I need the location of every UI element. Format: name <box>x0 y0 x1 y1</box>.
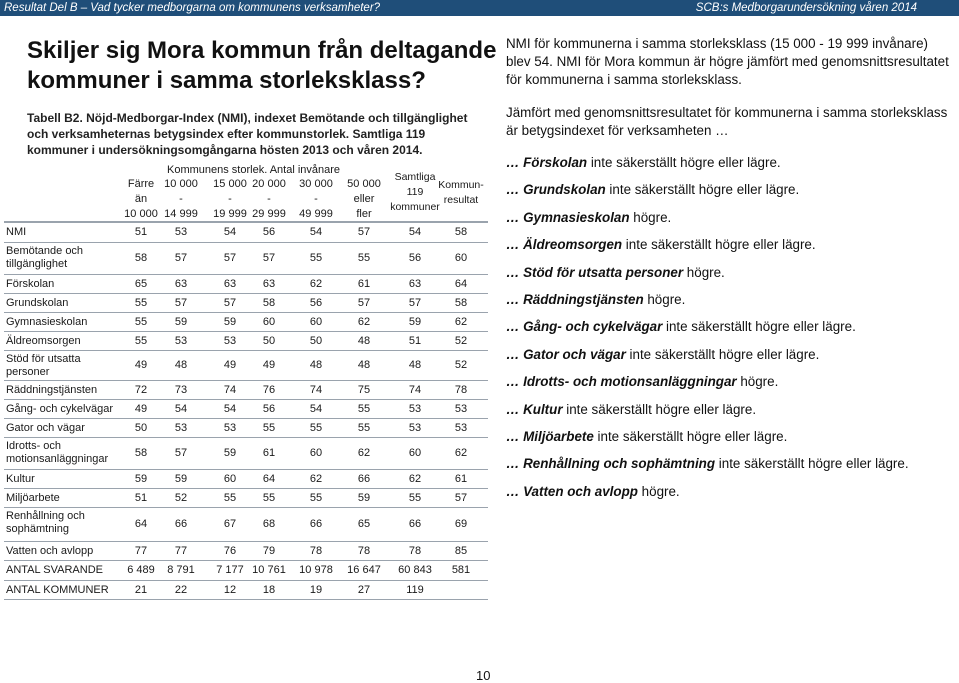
table-cell: 59 <box>174 316 188 328</box>
column-header-line: 10 000 <box>124 208 158 220</box>
table-cell: 74 <box>408 384 422 396</box>
table-cell: 58 <box>454 226 468 238</box>
table-cell: 66 <box>357 473 371 485</box>
table-cell: 54 <box>174 403 188 415</box>
table-cell: 59 <box>223 316 237 328</box>
column-header-line: eller <box>353 193 375 205</box>
table-cell: 65 <box>134 278 148 290</box>
table-row-border <box>4 222 488 223</box>
comparison-item-name: … Stöd för utsatta personer <box>506 264 684 280</box>
column-header-line: - <box>228 193 232 205</box>
table-cell: 63 <box>223 278 237 290</box>
table-cell: 76 <box>223 545 237 557</box>
table-cell: 48 <box>309 359 323 371</box>
table-row-border <box>4 242 488 243</box>
table-row-border <box>4 507 488 508</box>
table-cell: 57 <box>174 447 188 459</box>
table-cell: 53 <box>174 422 188 434</box>
table-cell: 62 <box>454 316 468 328</box>
table-cell: 60 <box>309 316 323 328</box>
table-cell: 53 <box>408 403 422 415</box>
table-cell: 48 <box>357 335 371 347</box>
table-row-border <box>4 350 488 351</box>
comparison-item-name: … Idrotts- och motionsanläggningar <box>506 374 737 390</box>
table-cell: 77 <box>174 545 188 557</box>
table-cell: 53 <box>223 335 237 347</box>
row-label: Idrotts- och motionsanläggningar <box>6 440 109 465</box>
table-cell: 10 761 <box>252 564 286 576</box>
table-cell: 22 <box>174 584 188 596</box>
table-cell: 78 <box>454 384 468 396</box>
table-row-border <box>4 312 488 313</box>
comparison-item-name: … Vatten och avlopp <box>506 483 638 499</box>
table-cell: 57 <box>454 492 468 504</box>
comparison-item <box>506 210 671 225</box>
table-cell: 72 <box>134 384 148 396</box>
row-label: ANTAL SVARANDE <box>6 564 103 576</box>
table-cell: 66 <box>309 518 323 530</box>
comparison-item-name: … Miljöarbete <box>506 429 594 444</box>
table-cell: 77 <box>134 545 148 557</box>
row-label: Förskolan <box>6 278 55 290</box>
table-cell: 62 <box>408 473 422 485</box>
table-cell: 58 <box>134 447 148 459</box>
column-header-line: 15 000 <box>213 178 247 190</box>
table-cell: 59 <box>357 492 371 504</box>
comparison-item-text: inte säkerställt högre eller lägre. <box>622 237 816 253</box>
comparison-item-name: … Renhållning och sophämtning <box>506 456 716 472</box>
table-cell: 69 <box>454 518 468 530</box>
table-row-border <box>4 469 488 470</box>
table-cell: 51 <box>408 335 422 347</box>
row-label: Gymnasieskolan <box>6 316 88 328</box>
table-cell: 16 647 <box>347 564 381 576</box>
table-cell: 56 <box>408 252 422 264</box>
row-label: Gång- och cykelvägar <box>6 403 113 415</box>
comparison-item-text: inte säkerställt högre eller lägre. <box>593 429 788 444</box>
table-cell: 50 <box>134 422 148 434</box>
table-cell: 62 <box>357 447 371 459</box>
comparison-item <box>506 456 909 471</box>
table-cell: 55 <box>357 422 371 434</box>
table-cell: 54 <box>223 226 237 238</box>
table-row-border <box>4 418 488 419</box>
table-group-header: Kommunens storlek. Antal invånare <box>167 164 341 176</box>
comparison-item-text: inte säkerställt högre eller lägre. <box>562 401 757 417</box>
table-column-header <box>244 177 294 222</box>
column-header-line: Färre <box>127 178 155 190</box>
column-header-line: - <box>267 193 271 205</box>
table-cell: 21 <box>134 584 148 596</box>
comparison-item-text: inte säkerställt högre eller lägre. <box>662 319 856 335</box>
row-label: Stöd för utsatta personer <box>6 353 81 378</box>
table-cell: 52 <box>454 335 468 347</box>
table-cell: 12 <box>223 584 237 596</box>
table-cell: 55 <box>408 492 422 504</box>
table-cell: 78 <box>408 545 422 557</box>
comparison-item <box>506 155 781 170</box>
header-right-text: SCB:s Medborgarundersökning våren 2014 <box>695 2 917 14</box>
table-cell: 53 <box>408 422 422 434</box>
table-cell: 58 <box>454 297 468 309</box>
table-cell: 57 <box>223 297 237 309</box>
table-row-border <box>4 437 488 438</box>
table-cell: 63 <box>262 278 276 290</box>
comparison-item <box>506 265 725 280</box>
table-cell: 55 <box>309 252 323 264</box>
column-header-line: 49 999 <box>299 208 333 220</box>
table-cell: 18 <box>262 584 276 596</box>
table-cell: 56 <box>309 297 323 309</box>
table-cell: 60 <box>309 447 323 459</box>
header-left-text: Resultat Del B – Vad tycker medborgarna om kommunens verksamheter? <box>4 2 381 14</box>
table-row-border <box>4 293 488 294</box>
table-cell: 19 <box>309 584 323 596</box>
table-cell: 49 <box>223 359 237 371</box>
table-cell: 76 <box>262 384 276 396</box>
intro-paragraph: NMI för kommunerna i samma storleksklass (15 000 - 19 999 invånare) blev 54. NMI för Mora kommun är högre jämfört med genomsnittsresultatet för kommunerna i samma storleksklass. <box>506 36 949 87</box>
row-label: Miljöarbete <box>6 492 60 504</box>
comparison-item-text: högre. <box>643 292 686 307</box>
table-cell: 48 <box>357 359 371 371</box>
table-cell: 55 <box>357 403 371 415</box>
table-cell: 55 <box>309 422 323 434</box>
table-cell: 53 <box>223 422 237 434</box>
table-cell: 48 <box>174 359 188 371</box>
table-cell: 54 <box>309 403 323 415</box>
table-row-border <box>4 541 488 542</box>
column-header-line: än <box>134 193 148 205</box>
comparison-item-name: … Gymnasieskolan <box>506 209 630 225</box>
row-label: ANTAL KOMMUNER <box>6 584 109 596</box>
column-header-line: 20 000 <box>252 178 286 190</box>
table-caption: Tabell B2. Nöjd-Medborgar-Index (NMI), indexet Bemötande och tillgänglighet och verksamheternas betygsindex efter kommunstorlek. Samtliga 119 kommuner i undersökningsomgångarna hösten 2013 och våren 2014. <box>27 111 468 157</box>
row-label: Räddningstjänsten <box>6 384 98 396</box>
table-cell: 119 <box>406 584 424 596</box>
comparison-item-name: … Grundskolan <box>506 182 606 198</box>
table-cell: 75 <box>357 384 371 396</box>
comparison-item <box>506 319 856 334</box>
table-cell: 60 <box>408 447 422 459</box>
table-cell: 55 <box>223 492 237 504</box>
table-cell: 51 <box>134 226 148 238</box>
table-cell: 62 <box>357 316 371 328</box>
table-column-header <box>390 170 440 215</box>
column-header-line: kommuner <box>390 201 440 213</box>
table-cell: 74 <box>309 384 323 396</box>
table-cell: 56 <box>262 403 276 415</box>
table-cell: 60 <box>454 252 468 264</box>
column-header-line: resultat <box>443 194 479 206</box>
table-cell: 55 <box>357 252 371 264</box>
table-cell: 56 <box>262 226 276 238</box>
table-cell: 60 843 <box>398 564 432 576</box>
comparison-item-name: … Äldreomsorgen <box>506 237 623 253</box>
table-cell: 6 489 <box>127 564 155 576</box>
comparison-item-name: … Kultur <box>506 401 563 417</box>
table-cell: 73 <box>174 384 188 396</box>
table-cell: 62 <box>309 473 323 485</box>
comparison-item-name: … Förskolan <box>506 155 588 170</box>
comparison-item <box>506 182 799 197</box>
table-cell: 10 978 <box>299 564 333 576</box>
table-cell: 79 <box>262 545 276 557</box>
comparison-item-text: högre. <box>736 374 779 390</box>
comparison-item <box>506 347 819 362</box>
table-cell: 68 <box>262 518 276 530</box>
comparison-item-text: högre. <box>683 264 725 280</box>
table-cell: 61 <box>357 278 371 290</box>
column-header-line: 30 000 <box>299 178 333 190</box>
column-header-line: Kommun- <box>438 179 484 191</box>
row-label: Renhållning och sophämtning <box>6 510 85 535</box>
table-cell: 62 <box>454 447 468 459</box>
table-cell: 57 <box>174 297 188 309</box>
table-column-header <box>436 178 486 208</box>
table-cell: 64 <box>262 473 276 485</box>
table-cell: 66 <box>408 518 422 530</box>
table-cell: 74 <box>223 384 237 396</box>
table-row-border <box>4 274 488 275</box>
table-row-border <box>4 488 488 489</box>
table-cell: 85 <box>454 545 468 557</box>
table-cell: 59 <box>174 473 188 485</box>
table-cell: 55 <box>262 422 276 434</box>
table-cell: 54 <box>223 403 237 415</box>
table-cell: 27 <box>357 584 371 596</box>
comparison-item-text: inte säkerställt högre eller lägre. <box>587 155 781 170</box>
comparison-item-text: inte säkerställt högre eller lägre. <box>715 456 909 472</box>
table-cell: 50 <box>309 335 323 347</box>
table-cell: 64 <box>134 518 148 530</box>
column-header-line: 10 000 <box>164 178 198 190</box>
table-cell: 59 <box>223 447 237 459</box>
row-label: NMI <box>6 226 27 238</box>
table-cell: 53 <box>174 226 188 238</box>
row-label: Grundskolan <box>6 297 69 309</box>
table-cell: 51 <box>134 492 148 504</box>
table-cell: 52 <box>454 359 468 371</box>
column-header-line: Samtliga <box>394 171 436 183</box>
table-cell: 64 <box>454 278 468 290</box>
intro-paragraph-2: Jämfört med genomsnittsresultatet för kommunerna i samma storleksklass är betygsindexet för verksamheten … <box>506 105 948 138</box>
table-cell: 54 <box>408 226 422 238</box>
table-cell: 63 <box>408 278 422 290</box>
page-number: 10 <box>476 668 491 683</box>
comparison-item <box>506 402 756 417</box>
table-cell: 66 <box>174 518 188 530</box>
table-bottom-rule <box>4 599 488 600</box>
row-label: Vatten och avlopp <box>6 545 94 557</box>
comparison-item-text: högre. <box>629 209 672 225</box>
table-cell: 65 <box>357 518 371 530</box>
table-cell: 50 <box>262 335 276 347</box>
column-header-line: 19 999 <box>213 208 247 220</box>
row-label: Äldreomsorgen <box>6 335 81 347</box>
table-cell: 60 <box>223 473 237 485</box>
table-cell: 61 <box>262 447 276 459</box>
table-row-border <box>4 399 488 400</box>
table-cell: 53 <box>174 335 188 347</box>
table-cell: 59 <box>134 473 148 485</box>
table-cell: 58 <box>134 252 148 264</box>
column-header-line: 50 000 <box>347 178 381 190</box>
table-cell: 55 <box>309 492 323 504</box>
table-cell: 57 <box>357 226 371 238</box>
table-cell: 61 <box>454 473 468 485</box>
comparison-item <box>506 429 787 444</box>
table-cell: 67 <box>223 518 237 530</box>
table-cell: 55 <box>134 297 148 309</box>
table-cell: 49 <box>134 359 148 371</box>
column-header-line: 119 <box>406 186 424 198</box>
table-cell: 581 <box>451 564 471 576</box>
comparison-item-text: inte säkerställt högre eller lägre. <box>625 346 820 362</box>
table-cell: 48 <box>408 359 422 371</box>
table-cell: 55 <box>134 316 148 328</box>
row-label: Bemötande och tillgänglighet <box>6 245 84 270</box>
table-cell: 78 <box>309 545 323 557</box>
page-title: Skiljer sig Mora kommun från deltagande kommuner i samma storleksklass? <box>27 37 497 94</box>
table-column-header <box>291 177 341 222</box>
table-cell: 57 <box>357 297 371 309</box>
table-cell: 57 <box>408 297 422 309</box>
comparison-item-name: … Gång- och cykelvägar <box>506 319 663 335</box>
table-cell: 57 <box>262 252 276 264</box>
table-cell: 59 <box>408 316 422 328</box>
table-row-border <box>4 331 488 332</box>
table-column-header <box>156 177 206 222</box>
table-cell: 52 <box>174 492 188 504</box>
table-cell: 55 <box>262 492 276 504</box>
table-cell: 49 <box>262 359 276 371</box>
table-column-header <box>339 177 389 222</box>
row-label: Gator och vägar <box>6 422 85 434</box>
table-row-border <box>4 380 488 381</box>
comparison-item <box>506 292 685 307</box>
table-cell: 7 177 <box>216 564 244 576</box>
column-header-line: - <box>179 193 183 205</box>
table-cell: 55 <box>134 335 148 347</box>
row-label: Kultur <box>6 473 35 485</box>
comparison-item <box>506 374 778 389</box>
column-header-line: fler <box>356 208 372 220</box>
table-cell: 57 <box>174 252 188 264</box>
comparison-item <box>506 237 816 252</box>
comparison-item-name: … Räddningstjänsten <box>506 292 644 307</box>
table-cell: 78 <box>357 545 371 557</box>
comparison-item-text: högre. <box>637 483 680 499</box>
table-cell: 57 <box>223 252 237 264</box>
table-cell: 53 <box>454 403 468 415</box>
table-cell: 63 <box>174 278 188 290</box>
table-cell: 58 <box>262 297 276 309</box>
comparison-item-name: … Gator och vägar <box>506 346 626 362</box>
table-cell: 53 <box>454 422 468 434</box>
table-cell: 49 <box>134 403 148 415</box>
table-row-border <box>4 580 488 581</box>
column-header-line: 14 999 <box>164 208 198 220</box>
column-header-line: 29 999 <box>252 208 286 220</box>
comparison-item-text: inte säkerställt högre eller lägre. <box>605 182 800 198</box>
column-header-line: - <box>314 193 318 205</box>
table-cell: 54 <box>309 226 323 238</box>
table-row-border <box>4 560 488 561</box>
table-cell: 60 <box>262 316 276 328</box>
table-cell: 62 <box>309 278 323 290</box>
table-cell: 8 791 <box>167 564 195 576</box>
comparison-item <box>506 484 680 499</box>
header-bar <box>0 0 959 16</box>
